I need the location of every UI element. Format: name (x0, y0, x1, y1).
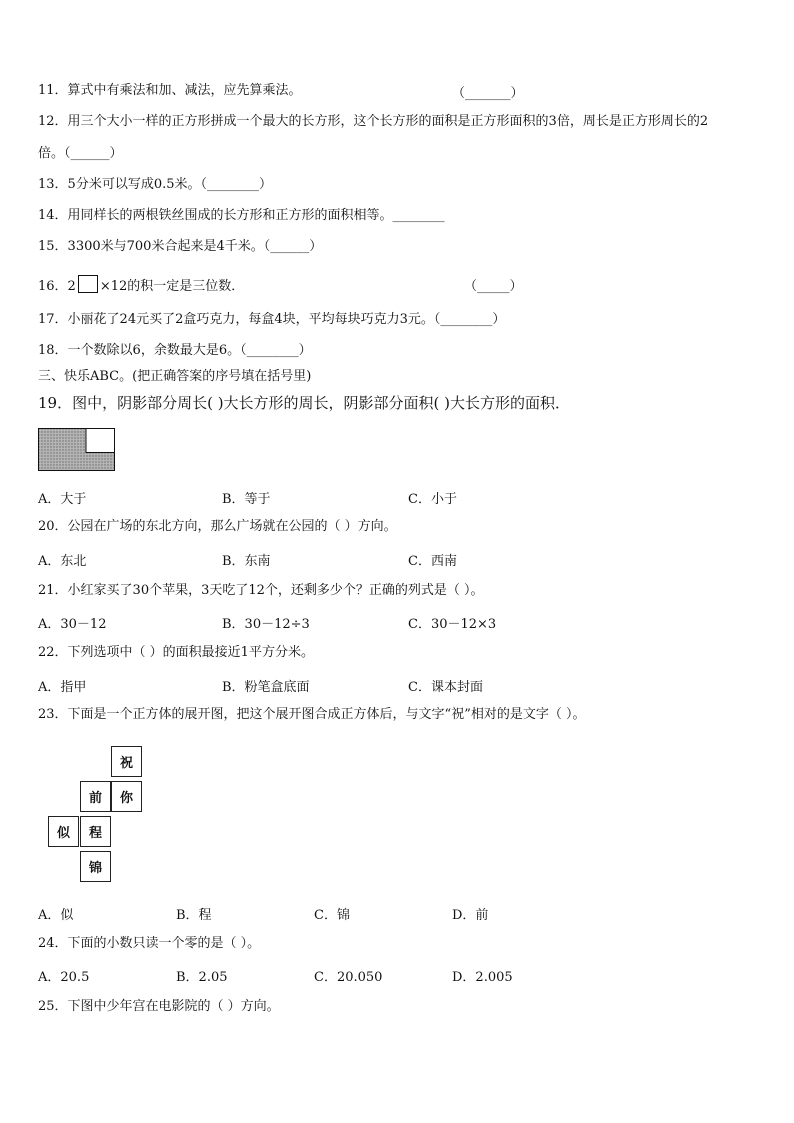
q19-option-c[interactable]: C．小于 (408, 492, 457, 507)
shaded-rectangle-figure (38, 428, 116, 472)
q23-option-c[interactable]: C．锦 (314, 908, 350, 923)
question-12-line1: 12．用三个大小一样的正方形拼成一个最大的长方形，这个长方形的面积是正方形面积的3倍，周长是正方形周长的2 (38, 114, 709, 129)
q23-option-d[interactable]: D．前 (452, 908, 489, 923)
unshaded-square (86, 429, 115, 453)
q23-option-b[interactable]: B．程 (176, 908, 212, 923)
question-23: 23．下面是一个正方体的展开图，把这个展开图合成正方体后，与文字“祝”相对的是文字（ ）。 (38, 707, 586, 722)
net-cell-ni: 你 (111, 781, 142, 812)
q24-option-b[interactable]: B．2.05 (176, 970, 228, 985)
q20-option-a[interactable]: A．东北 (38, 554, 87, 569)
question-18[interactable]: 18．一个数除以6，余数最大是6。（________） (38, 343, 312, 358)
question-11 (38, 82, 302, 100)
question-14[interactable]: 14．用同样长的两根铁丝围成的长方形和正方形的面积相等。________ (38, 208, 445, 223)
q22-option-c[interactable]: C．课本封面 (408, 680, 483, 695)
q19-option-b[interactable]: B．等于 (222, 492, 271, 507)
question-16-suffix: ×12的积一定是三位数． (99, 279, 245, 294)
question-16-prefix: 16．2 (38, 279, 76, 294)
net-cell-cheng: 程 (80, 816, 111, 847)
question-22: 22．下列选项中（ ）的面积最接近1平方分米。 (38, 645, 314, 660)
question-15[interactable]: 15．3300米与700米合起来是4千米。（______） (38, 239, 323, 254)
q24-option-d[interactable]: D．2.005 (452, 970, 513, 985)
question-24: 24．下面的小数只读一个零的是（ ）。 (38, 936, 261, 951)
q21-option-a[interactable]: A．30－12 (38, 617, 107, 632)
question-16-answer[interactable]: （_____） (464, 279, 523, 294)
net-cell-si: 似 (48, 816, 79, 847)
section-3-title: 三、快乐ABC。(把正确答案的序号填在括号里) (38, 369, 312, 384)
question-13[interactable]: 13．5分米可以写成0.5米。（________） (38, 177, 272, 192)
question-19: 19．图中，阴影部分周长( )大长方形的周长，阴影部分面积( )大长方形的面积． (38, 394, 571, 412)
question-17[interactable]: 17．小丽花了24元买了2盒巧克力，每盒4块，平均每块巧克力3元。（________） (38, 312, 506, 327)
question-20: 20．公园在广场的东北方向，那么广场就在公园的（ ）方向。 (38, 519, 397, 534)
question-25: 25．下图中少年宫在电影院的（ ）方向。 (38, 999, 280, 1014)
question-16 (38, 275, 244, 296)
question-11-text: 11．算式中有乘法和加、减法，应先算乘法。 (38, 83, 302, 98)
q23-option-a[interactable]: A．似 (38, 908, 74, 923)
q21-option-b[interactable]: B．30－12÷3 (222, 617, 310, 632)
q20-option-b[interactable]: B．东南 (222, 554, 271, 569)
q22-option-b[interactable]: B．粉笔盒底面 (222, 680, 310, 695)
digit-box[interactable] (78, 275, 98, 293)
question-12-line2[interactable]: 倍。（______） (38, 146, 123, 161)
net-cell-zhu: 祝 (111, 746, 142, 777)
q24-option-c[interactable]: C．20.050 (314, 970, 383, 985)
q21-option-c[interactable]: C．30－12×3 (408, 617, 497, 632)
net-cell-qian: 前 (80, 781, 111, 812)
q19-option-a[interactable]: A．大于 (38, 492, 87, 507)
q20-option-c[interactable]: C．西南 (408, 554, 457, 569)
question-21: 21．小红家买了30个苹果，3天吃了12个，还剩多少个？正确的列式是（ ）。 (38, 583, 484, 598)
q22-option-a[interactable]: A．指甲 (38, 680, 87, 695)
question-11-answer[interactable]: （_______） (452, 86, 524, 101)
q24-option-a[interactable]: A．20.5 (38, 970, 90, 985)
net-cell-jin: 锦 (80, 851, 111, 882)
